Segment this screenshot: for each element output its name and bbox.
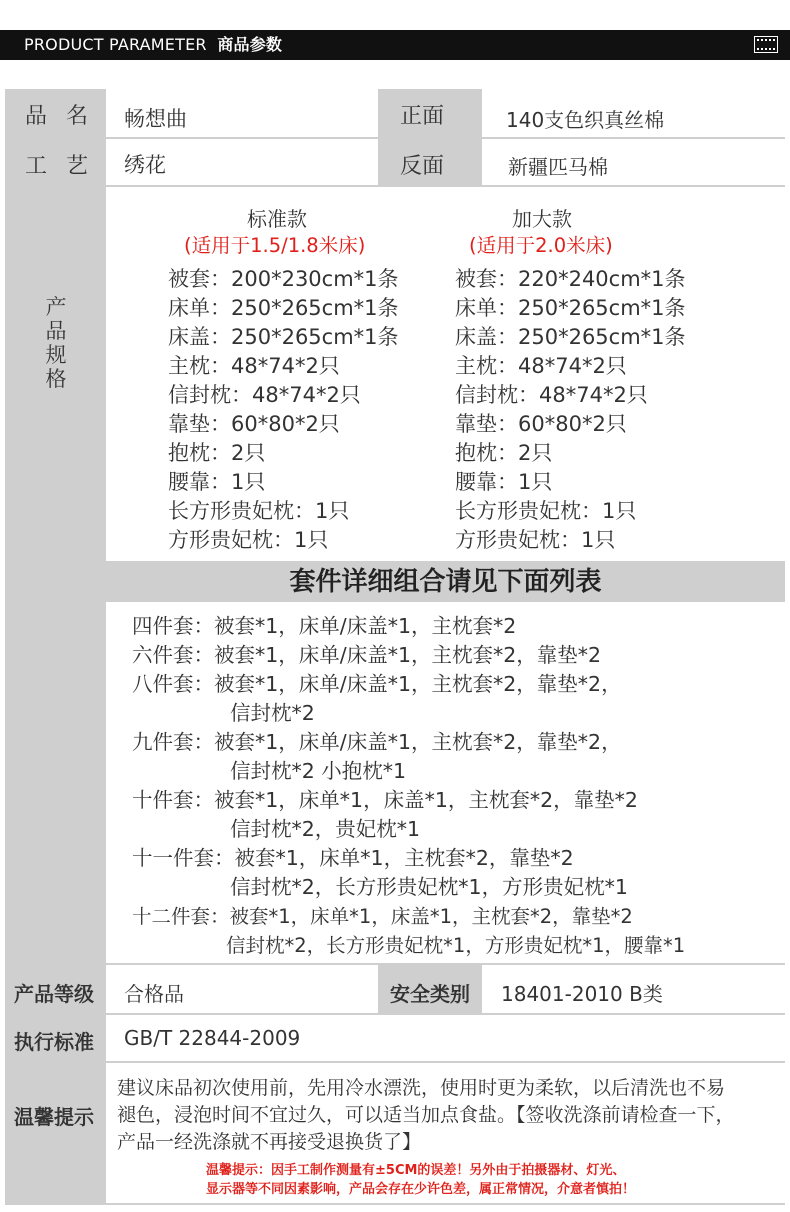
craft-cell <box>106 139 378 185</box>
spec-item: 主枕：48*74*2只 <box>455 354 627 378</box>
set-line: 信封枕*2，长方形贵妃枕*1，方形贵妃枕*1，腰靠*1 <box>226 934 686 957</box>
spec-item: 信封枕：48*74*2只 <box>455 383 648 407</box>
safety-value: 18401-2010 B类 <box>501 982 663 1006</box>
spec-item: 长方形贵妃枕：1只 <box>168 499 350 523</box>
set-line: 六件套：被套*1，床单/床盖*1，主枕套*2，靠垫*2 <box>132 643 602 667</box>
tips-label: 温馨提示 <box>14 1105 94 1129</box>
craft-label: 工 艺 <box>25 154 94 179</box>
back-cell <box>482 139 785 185</box>
spec-item: 床盖：250*265cm*1条 <box>455 325 686 349</box>
front-value: 140支色织真丝棉 <box>506 108 665 132</box>
spec-item: 方形贵妃枕：1只 <box>455 528 616 552</box>
name-value: 畅想曲 <box>124 107 187 131</box>
spec-item: 靠垫：60*80*2只 <box>168 412 340 436</box>
spec-item: 床盖：250*265cm*1条 <box>168 325 399 349</box>
spec-item: 靠垫：60*80*2只 <box>455 412 627 436</box>
standard-label: 执行标准 <box>14 1030 94 1054</box>
grade-cell <box>106 965 378 1013</box>
large-note: (适用于2.0米床) <box>469 234 613 257</box>
set-line: 四件套：被套*1，床单/床盖*1，主枕套*2 <box>132 614 517 638</box>
standard-cell <box>106 1015 785 1061</box>
spec-item: 信封枕：48*74*2只 <box>168 383 361 407</box>
safety-label: 安全类别 <box>390 982 470 1006</box>
tips-cell <box>106 1063 785 1203</box>
craft-value: 绣花 <box>124 153 166 177</box>
set-line: 信封枕*2 <box>230 701 315 725</box>
set-line: 十二件套：被套*1，床单*1，床盖*1，主枕套*2，靠垫*2 <box>132 905 633 928</box>
grade-label: 产品等级 <box>14 982 94 1006</box>
section-header <box>0 30 790 60</box>
set-line: 九件套：被套*1，床单/床盖*1，主枕套*2，靠垫*2， <box>132 730 622 754</box>
front-cell <box>482 89 785 137</box>
spec-item: 被套：220*240cm*1条 <box>455 267 686 291</box>
front-label: 正面 <box>400 104 445 129</box>
spec-item: 被套：200*230cm*1条 <box>168 267 399 291</box>
spec-item: 腰靠：1只 <box>168 470 266 494</box>
tips-line: 建议床品初次使用前，先用冷水漂洗，使用时更为柔软，以后清洗也不易 <box>117 1077 726 1099</box>
standard-list <box>168 265 399 555</box>
tips-line: 褪色，浸泡时间不宜过久，可以适当加点食盐。【签收洗涤前请检查一下， <box>117 1104 735 1126</box>
back-value: 新疆匹马棉 <box>508 155 608 179</box>
spec-item: 抱枕：2只 <box>455 441 553 465</box>
standard-value: GB/T 22844-2009 <box>124 1026 301 1050</box>
set-line: 信封枕*2，贵妃枕*1 <box>230 817 421 841</box>
large-title: 加大款 <box>512 207 572 231</box>
standard-title: 标准款 <box>247 207 307 231</box>
set-line: 八件套：被套*1，床单/床盖*1，主枕套*2，靠垫*2， <box>132 672 622 696</box>
film-icon <box>754 36 778 53</box>
set-line: 十件套：被套*1，床单*1，床盖*1，主枕套*2，靠垫*2 <box>132 788 638 812</box>
set-line: 信封枕*2 小抱枕*1 <box>230 759 407 783</box>
large-list <box>455 265 686 555</box>
spec-item: 床单：250*265cm*1条 <box>168 296 399 320</box>
safety-cell <box>482 965 785 1013</box>
tips-note-line: 显示器等不同因素影响，产品会存在少许色差，属正常情况，介意者慎拍！ <box>206 1182 636 1197</box>
sets-heading: 套件详细组合请见下面列表 <box>289 567 602 597</box>
set-line: 信封枕*2，长方形贵妃枕*1，方形贵妃枕*1 <box>230 875 628 899</box>
spec-item: 腰靠：1只 <box>455 470 553 494</box>
spec-item: 长方形贵妃枕：1只 <box>455 499 637 523</box>
back-label: 反面 <box>400 154 445 179</box>
tips-line: 产品一经洗涤就不再接受退换货了】 <box>117 1131 422 1153</box>
grade-value: 合格品 <box>124 982 184 1006</box>
header-title: PRODUCT PARAMETER 商品参数 <box>24 35 283 54</box>
parameter-table <box>5 89 785 1205</box>
tips-note-line: 温馨提示：因手工制作测量有±5CM的误差！另外由于拍摄器材、灯光、 <box>206 1163 626 1178</box>
spec-cell <box>106 187 785 561</box>
sets-cell <box>106 602 785 963</box>
name-cell <box>106 89 378 137</box>
spec-item: 床单：250*265cm*1条 <box>455 296 686 320</box>
name-label: 品 名 <box>25 104 94 129</box>
set-line: 十一件套：被套*1，床单*1，主枕套*2，靠垫*2 <box>132 846 574 870</box>
spec-item: 抱枕：2只 <box>168 441 266 465</box>
spec-label: 产 品 规 格 <box>45 295 67 391</box>
spec-item: 主枕：48*74*2只 <box>168 354 340 378</box>
spec-item: 方形贵妃枕：1只 <box>168 528 329 552</box>
standard-note: (适用于1.5/1.8米床) <box>184 234 366 257</box>
